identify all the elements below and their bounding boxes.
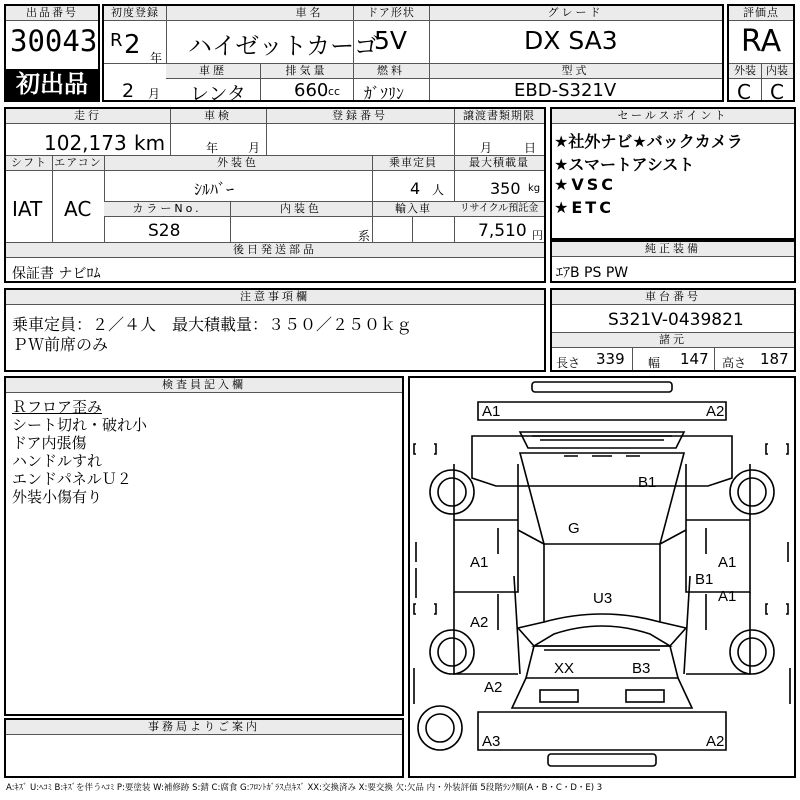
mileage-label: 走行 — [6, 109, 170, 124]
recycle-unit: 円 — [532, 229, 543, 242]
damage-mark-a3-rear-bumper-left: A3 — [482, 733, 501, 750]
fuel: ｶﾞｿﾘﾝ — [364, 84, 405, 103]
reg-year: 2 — [124, 30, 141, 60]
damage-legend: A:ｷｽﾞ U:ﾍｺﾐ B:ｷｽﾞを伴うﾍｺﾐ P:要塗装 W:補修跡 S:錆 C:腐食 G:ﾌﾛﾝﾄｶﾞﾗｽ点ｷｽﾞ XX:交換済み X:要交換 欠:欠品 内・外装評価 5段階ﾗﾝｸ順(A・B・C・D・E) 3 — [6, 783, 603, 793]
detail-table — [4, 107, 546, 283]
displacement: 660 — [294, 80, 329, 101]
length: 339 — [596, 350, 625, 368]
score-box — [727, 4, 795, 102]
grade: DX SA3 — [524, 26, 618, 55]
recycle-label: リサイクル預託金 — [454, 202, 544, 217]
sales-point-1: ★社外ナビ★バックカメラ — [554, 132, 743, 151]
interior-grade: C — [770, 80, 784, 104]
office-label: 事務局よりご案内 — [6, 720, 402, 735]
equipment-label: 純正装備 — [552, 242, 794, 257]
color-no-label: カラーNo. — [104, 202, 230, 217]
vehicle-header-table — [102, 4, 724, 105]
lot-number: 30043 — [10, 24, 98, 58]
notes-label: 注意事項欄 — [6, 290, 544, 305]
later-parts-label: 後日発送部品 — [6, 243, 544, 258]
mileage-unit: km — [134, 131, 166, 155]
equipment: ｴｱB PS PW — [556, 265, 629, 281]
lot-number-label: 出品番号 — [6, 6, 98, 21]
displacement-label: 排気量 — [260, 64, 353, 79]
door-type: 5V — [374, 26, 408, 55]
damage-mark-a1-right-front-door: A1 — [718, 554, 737, 571]
capacity: 4 — [410, 179, 421, 198]
car-outline-diagram — [410, 378, 794, 776]
damage-mark-a2-left-rear-door: A2 — [470, 614, 489, 631]
transfer-month-unit: 月 — [480, 141, 493, 155]
specs-label: 諸元 — [552, 333, 794, 348]
sales-point-2: ★スマートアシスト — [554, 155, 695, 174]
model-code: EBD-S321V — [514, 80, 617, 101]
notes-line-1: 乗車定員：２／４人 最大積載量：３５０／２５０ｋｇ — [12, 315, 413, 334]
exterior-grade: C — [737, 80, 751, 104]
car-diagram — [408, 376, 796, 778]
inspection-year-unit: 年 — [206, 141, 219, 155]
inspector-box — [4, 376, 404, 716]
month-unit: 月 — [148, 87, 161, 101]
inspector-line-4: ハンドルすれ — [12, 452, 103, 470]
damage-mark-a1-right-rear-door: A1 — [718, 588, 737, 605]
inspection-label: 車検 — [170, 109, 266, 124]
exterior-color: ｼﾙﾊﾞｰ — [194, 180, 235, 199]
interior-color-unit: 系 — [358, 229, 371, 243]
grade-label: グレード — [429, 6, 722, 21]
first-listing-badge: 初出品 — [6, 69, 98, 100]
history-label: 車歴 — [166, 64, 260, 79]
sales-points-label: セールスポイント — [552, 109, 794, 124]
notes-box — [4, 288, 546, 372]
capacity-unit: 人 — [432, 183, 445, 197]
score-label: 評価点 — [729, 6, 793, 21]
damage-mark-a2-rear-bumper-right: A2 — [706, 733, 725, 750]
damage-mark-a2-rear-quarter: A2 — [484, 679, 503, 696]
color-no: S28 — [148, 221, 181, 241]
chassis-number: S321V-0439821 — [608, 310, 744, 330]
exterior-grade-label: 外装 — [729, 64, 761, 79]
chassis-label: 車台番号 — [552, 290, 794, 305]
width-label: 幅 — [648, 356, 661, 370]
door-label: ドア形状 — [367, 6, 415, 19]
recycle-amount: 7,510 — [478, 221, 527, 241]
reg-number-label: 登録番号 — [266, 109, 454, 124]
office-box — [4, 718, 404, 778]
history: レンタ — [190, 83, 246, 105]
inspector-line-6: 外装小傷有り — [12, 488, 103, 506]
inspector-line-2: シート切れ・破れ小 — [12, 416, 148, 434]
damage-mark-a1-left-front-door: A1 — [470, 554, 489, 571]
inspector-line-3: ドア内張傷 — [12, 434, 87, 452]
import-label: 輸入車 — [372, 202, 454, 217]
height: 187 — [760, 350, 789, 368]
exterior-color-label: 外装色 — [104, 156, 372, 171]
year-unit: 年 — [150, 51, 163, 65]
car-name: ハイゼットカーゴ — [188, 32, 379, 60]
damage-mark-b1-hood: B1 — [638, 474, 657, 491]
interior-color-label: 内装色 — [230, 202, 372, 217]
damage-mark-u3-roof: U3 — [593, 590, 613, 607]
car-name-label: 車名 — [166, 6, 453, 21]
fuel-label: 燃料 — [353, 64, 429, 79]
width: 147 — [680, 350, 709, 368]
max-load: 350 — [490, 179, 521, 198]
sales-point-3: ★VSC — [554, 175, 616, 194]
mileage: 102,173 — [44, 131, 127, 155]
ac-label: エアコン — [52, 156, 104, 171]
transfer-day-unit: 日 — [524, 141, 537, 155]
damage-mark-g-windshield: G — [568, 520, 580, 537]
reg-month: 2 — [122, 80, 135, 102]
damage-mark-b1-right-side: B1 — [695, 571, 714, 588]
damage-mark-xx-rear-left: XX — [554, 660, 575, 677]
displacement-unit: cc — [328, 85, 341, 98]
shift-label: シフト — [6, 156, 52, 171]
damage-mark-b3-rear-right: B3 — [632, 660, 651, 677]
equipment-box — [550, 240, 796, 283]
inspector-label: 検査員記入欄 — [6, 378, 402, 393]
era: R — [110, 30, 123, 51]
sales-point-4: ★ETC — [554, 198, 614, 217]
notes-line-2: ＰＷ前席のみ — [12, 335, 109, 354]
ac: AC — [64, 197, 92, 221]
first-reg-label: 初度登録 — [104, 6, 166, 21]
score: RA — [741, 24, 782, 59]
chassis-box — [550, 288, 796, 372]
damage-mark-a2-front-right: A2 — [706, 403, 725, 420]
inspector-line-5: エンドパネルＵ２ — [12, 470, 132, 488]
capacity-label: 乗車定員 — [372, 156, 454, 171]
transfer-deadline-label: 譲渡書類期限 — [454, 109, 544, 124]
length-label: 長さ — [556, 356, 581, 370]
lot-number-box — [4, 4, 100, 102]
later-parts: 保証書 ナビﾛﾑ — [12, 266, 101, 282]
height-label: 高さ — [722, 356, 747, 370]
max-load-unit: kg — [528, 183, 541, 194]
inspector-line-1: Ｒフロア歪み — [12, 398, 103, 416]
max-load-label: 最大積載量 — [454, 156, 544, 171]
sales-points-box — [550, 107, 796, 240]
interior-grade-label: 内装 — [761, 64, 793, 79]
damage-mark-a1-front-left: A1 — [482, 403, 501, 420]
shift: IAT — [12, 197, 43, 221]
inspection-month-unit: 月 — [248, 141, 261, 155]
model-code-label: 型式 — [429, 64, 722, 79]
